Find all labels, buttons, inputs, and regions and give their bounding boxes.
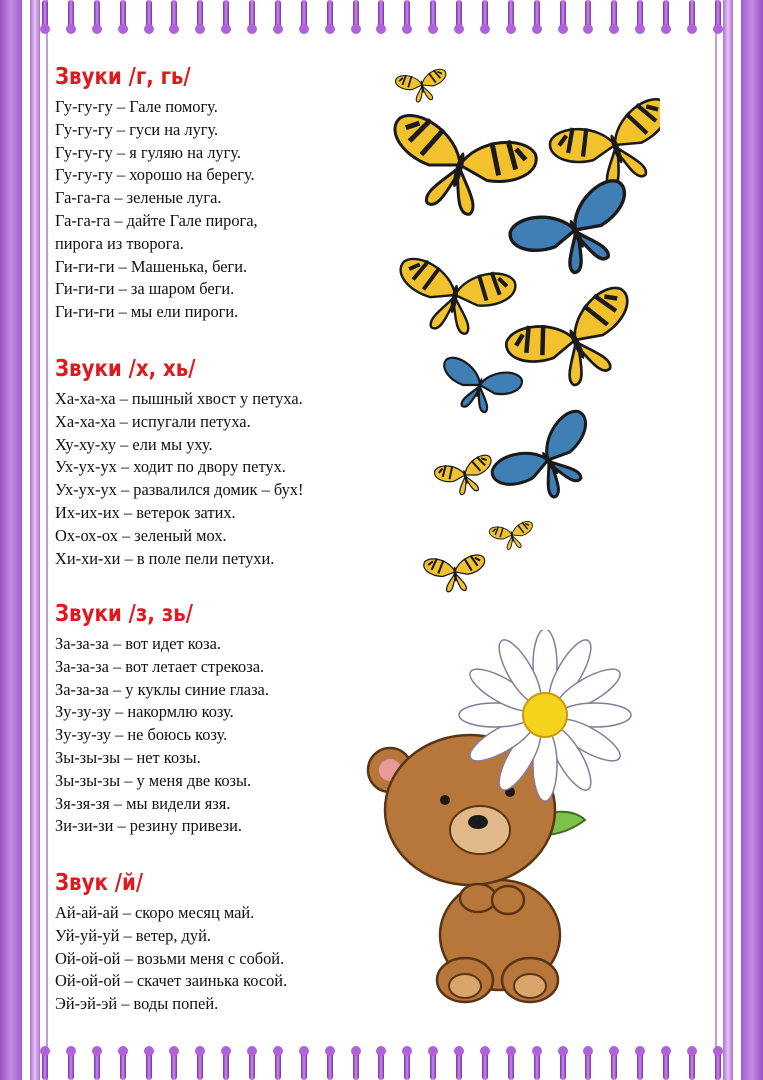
spiral-ring — [661, 0, 671, 38]
right-border-inner — [723, 0, 733, 1080]
spiral-ring — [221, 0, 231, 38]
bottom-spiral-binding — [40, 1042, 723, 1080]
top-spiral-binding — [40, 0, 723, 38]
spiral-ring — [480, 0, 490, 38]
verse-line: Зу-зу-зу – не боюсь козу. — [55, 725, 228, 745]
spiral-ring — [144, 0, 154, 38]
verse-line: Уй-уй-уй – ветер, дуй. — [55, 925, 211, 945]
spiral-ring — [376, 0, 386, 38]
verse-line: Ху-ху-ху – ели мы уху. — [55, 434, 213, 454]
spiral-ring — [66, 1042, 76, 1080]
spiral-ring — [40, 1042, 50, 1080]
verse-line: пирога из творога. — [55, 233, 184, 253]
spiral-ring — [299, 1042, 309, 1080]
spiral-ring — [92, 0, 102, 38]
section-heading: Звуки /з, зь/ — [55, 601, 193, 627]
left-border-line — [46, 0, 48, 1080]
spiral-ring — [351, 0, 361, 38]
section-g — [55, 62, 258, 324]
spiral-ring — [247, 0, 257, 38]
spiral-ring — [144, 1042, 154, 1080]
spiral-ring — [40, 0, 50, 38]
spiral-ring — [635, 1042, 645, 1080]
section-heading: Звук /й/ — [55, 870, 144, 896]
verse-line: Зя-зя-зя – мы видели язя. — [55, 793, 231, 813]
section-h — [55, 354, 303, 570]
section-heading: Звуки /г, гь/ — [55, 64, 191, 90]
verse-line: Гу-гу-гу – хорошо на берегу. — [55, 165, 255, 185]
spiral-ring — [480, 1042, 490, 1080]
spiral-ring — [169, 1042, 179, 1080]
spiral-ring — [376, 1042, 386, 1080]
spiral-ring — [583, 1042, 593, 1080]
verse-line: Их-их-их – ветерок затих. — [55, 502, 236, 522]
verse-line: Гу-гу-гу – Гале помогу. — [55, 97, 218, 116]
spiral-ring — [661, 1042, 671, 1080]
verse-line: Га-га-га – зеленые луга. — [55, 188, 222, 208]
verse-line: Гу-гу-гу – я гуляю на лугу. — [55, 142, 241, 162]
bear-with-daisy-icon — [350, 630, 650, 1010]
spiral-ring — [402, 1042, 412, 1080]
spiral-ring — [428, 0, 438, 38]
spiral-ring — [402, 0, 412, 38]
butterflies-icon — [360, 55, 660, 615]
spiral-ring — [273, 1042, 283, 1080]
spiral-ring — [118, 1042, 128, 1080]
verse-line: Ух-ух-ух – развалился домик – бух! — [55, 480, 304, 500]
left-border — [0, 0, 22, 1080]
verse-line: Ги-ги-ги – за шаром беги. — [55, 279, 235, 299]
verse-line: Ха-ха-ха – испугали петуха. — [55, 411, 251, 431]
spiral-ring — [454, 0, 464, 38]
spiral-ring — [118, 0, 128, 38]
verse-line: Ги-ги-ги – Машенька, беги. — [55, 256, 248, 276]
spiral-ring — [66, 0, 76, 38]
spiral-ring — [169, 0, 179, 38]
verse-line: За-за-за – вот идет коза. — [55, 634, 221, 653]
verse-line: Ха-ха-ха – пышный хвост у петуха. — [55, 389, 303, 408]
section-z — [55, 599, 269, 838]
spiral-ring — [195, 1042, 205, 1080]
right-border — [741, 0, 763, 1080]
spiral-ring — [247, 1042, 257, 1080]
spiral-ring — [532, 1042, 542, 1080]
verse-line: Зы-зы-зы – нет козы. — [55, 747, 201, 767]
verse-line: Ой-ой-ой – возьми меня с собой. — [55, 948, 285, 968]
spiral-ring — [583, 0, 593, 38]
verse-line: Ой-ой-ой – скачет заинька косой. — [55, 971, 288, 991]
verse-line: Ги-ги-ги – мы ели пироги. — [55, 302, 239, 322]
spiral-ring — [428, 1042, 438, 1080]
spiral-ring — [713, 1042, 723, 1080]
spiral-ring — [221, 1042, 231, 1080]
spiral-ring — [532, 0, 542, 38]
spiral-ring — [635, 0, 645, 38]
verse-line: Га-га-га – дайте Гале пирога, — [55, 210, 258, 230]
verse-line: Хи-хи-хи – в поле пели петухи. — [55, 548, 275, 568]
spiral-ring — [325, 1042, 335, 1080]
spiral-ring — [506, 1042, 516, 1080]
verse-line: Зи-зи-зи – резину привези. — [55, 816, 242, 836]
right-border-line — [715, 0, 717, 1080]
spiral-ring — [609, 0, 619, 38]
spiral-ring — [687, 1042, 697, 1080]
spiral-ring — [558, 1042, 568, 1080]
spiral-ring — [713, 0, 723, 38]
verse-line: Зу-зу-зу – накормлю козу. — [55, 702, 234, 722]
spiral-ring — [195, 0, 205, 38]
spiral-ring — [609, 1042, 619, 1080]
spiral-ring — [687, 0, 697, 38]
verse-line: Ух-ух-ух – ходит по двору петух. — [55, 457, 286, 477]
verse-line: Ох-ох-ох – зеленый мох. — [55, 525, 227, 545]
section-heading: Звуки /х, хь/ — [55, 356, 196, 382]
spiral-ring — [454, 1042, 464, 1080]
verse-line: Эй-эй-эй – воды попей. — [55, 994, 219, 1014]
verse-line: За-за-за – у куклы синие глаза. — [55, 679, 269, 699]
verse-line: Ай-ай-ай – скоро месяц май. — [55, 903, 255, 922]
left-border-inner — [30, 0, 40, 1080]
spiral-ring — [273, 0, 283, 38]
spiral-ring — [299, 0, 309, 38]
verse-line: За-за-за – вот летает стрекоза. — [55, 656, 265, 676]
spiral-ring — [558, 0, 568, 38]
spiral-ring — [92, 1042, 102, 1080]
section-y — [55, 868, 287, 1016]
verse-line: Гу-гу-гу – гуси на лугу. — [55, 119, 219, 139]
verse-line: Зы-зы-зы – у меня две козы. — [55, 770, 252, 790]
spiral-ring — [325, 0, 335, 38]
spiral-ring — [506, 0, 516, 38]
spiral-ring — [351, 1042, 361, 1080]
